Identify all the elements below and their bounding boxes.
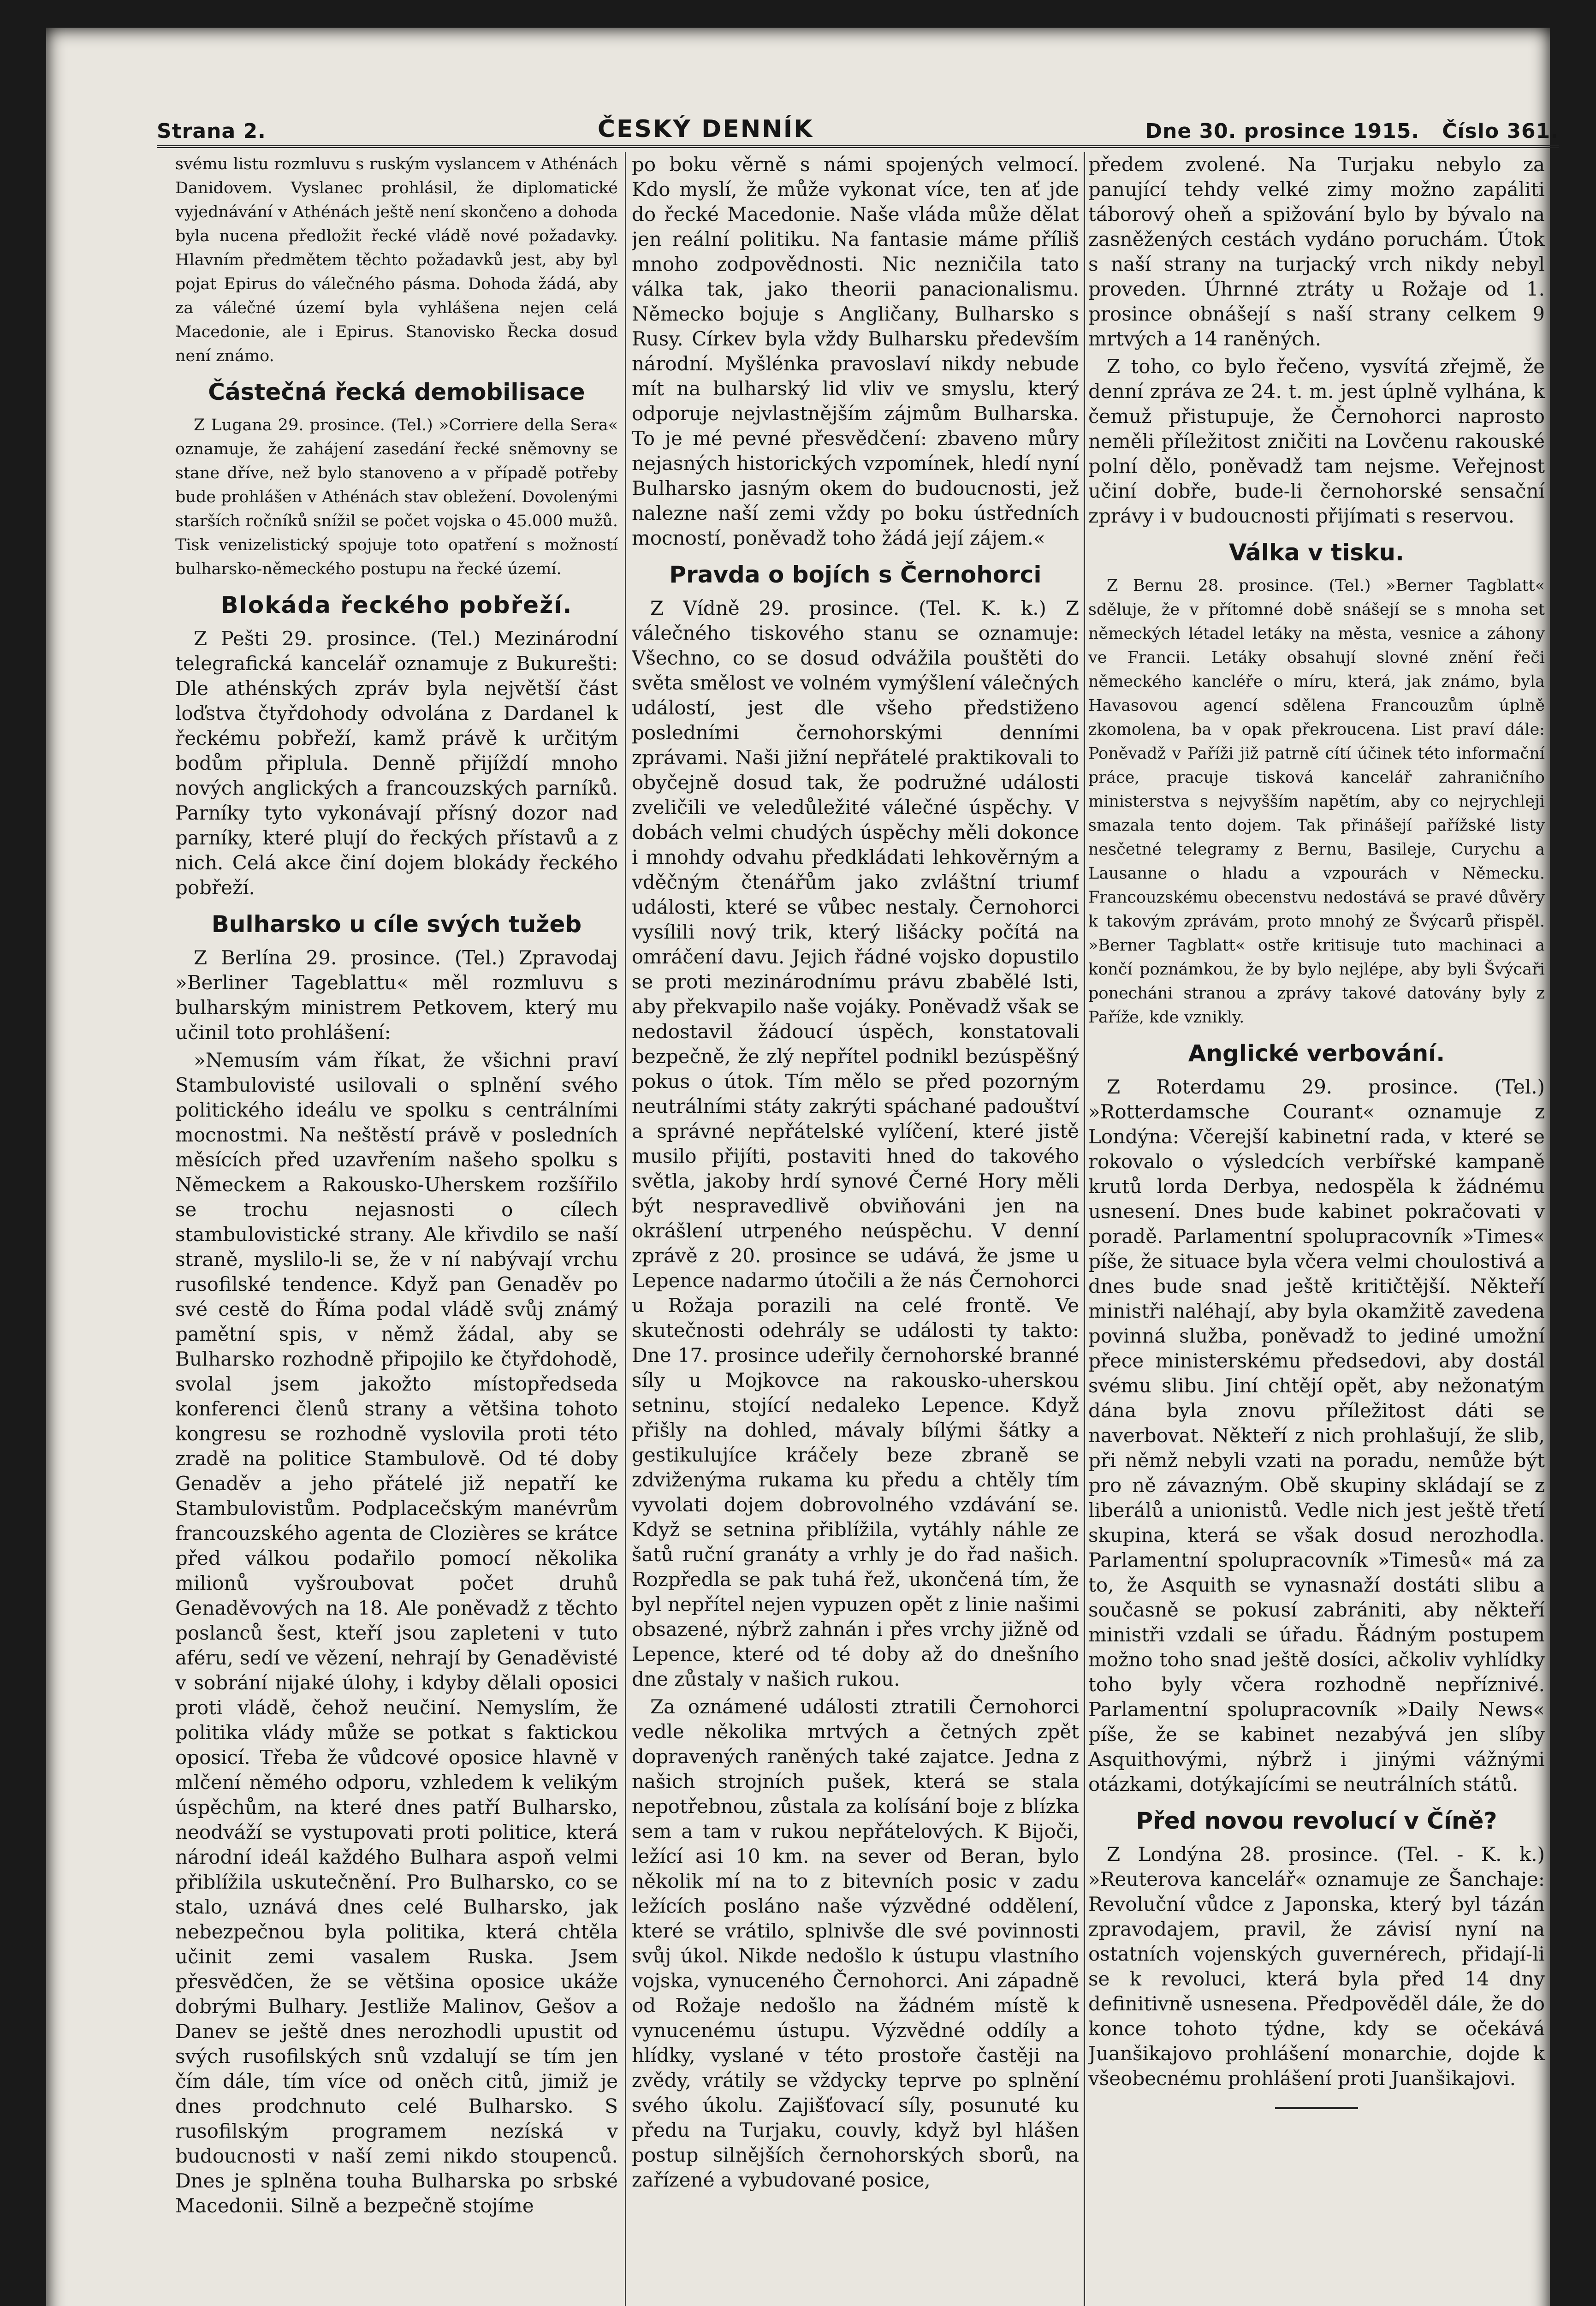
headline-china-revolution: Před novou revolucí v Číně?	[1136, 1807, 1497, 1834]
article-paragraph: Z Londýna 28. prosince. (Tel. - K. k.) »Reuterova kancelář« oznamuje ze Šanchaje: Revoluční vůdce z Japonska, který byl tázán zpravodajem, pravil, že závisí nyní na ostatních vojenských guvernérech, přidají-li se k revoluci, která byla před 14 dny definitivně usnesena. Předpověděl dále, že do konce tohoto týdne, kdy se očekává Juanšikajovo prohlášení monarchie, dojde k všeobecnému prohlášení proti Juanšikajovi.	[1088, 1843, 1545, 2090]
article-paragraph: Za oznámené události ztratili Černohorci vedle několika mrtvých a četných zpět dopravených raněných také zajatce. Jedna z našich strojních pušek, která se stala nepotřebnou, zůstala za kolísání boje z blízka sem a tam v rukou nepřátelových. K Bijoči, ležící asi 10 km. na sever od Beran, bylo několik mí na to z bitevních posic v zadu ležících posláno naše výzvědné oddělení, které se vrátilo, splnivše dle své povinnosti svůj úkol. Nikde nedošlo k ústupu vlastního vojska, vynuceného Černohorci. Ani západně od Rožaje nedošlo na žádném místě k vynucenému ústupu. Výzvědné oddíly a hlídky, vyslané v této prostoře častěji na zvědy, vrátily se vždycky teprve po splnění svého úkolu. Zajišťovací síly, posunuté ku předu na Turjaku, couvly, když byl hlášen postup silnějších černohorských sborů, na zařízené a vybudované posice,	[632, 1695, 1079, 2191]
column-middle	[632, 152, 1079, 2306]
page-number: Strana 2.	[157, 119, 266, 143]
issue-date: Dne 30. prosince 1915.	[1145, 119, 1420, 143]
issue-info	[1145, 119, 1559, 143]
column-divider	[1084, 152, 1085, 2306]
header-rule	[157, 145, 1559, 148]
article-continuation: předem zvolené. Na Turjaku nebylo za panující tehdy velké zimy možno zapáliti táborový oheň a spižování bylo by bývalo na zasněžených cestách vydáno poruchám. Útok s naší strany na turjacký vrch nikdy nebyl proveden. Úhrnné ztráty u Rožaje od 1. prosince obnášejí s naší strany celkem 9 mrtvých a 14 raněných.	[1088, 153, 1545, 350]
article-continuation: po boku věrně s námi spojených velmocí. Kdo myslí, že může vykonat více, ten ať jde do řecké Macedonie. Naše vláda může dělat jen reální politiku. Na fantasie máme příliš mnoho zodpovědnosti. Nic nezničila tato válka tak, jako theorii panacionalismu. Německo bojuje s Angličany, Bulharsko s Rusy. Církev byla vždy Bulharsku především národní. Myšlénka pravoslaví nikdy nebude mít na bulharský lid vliv ve smyslu, který odporuje nejvlastnějším zájmům Bulharska. To je mé pevné přesvědčení: zbaveno můry nejasných historických vzpomínek, hledí nyní Bulharsko jasným okem do budoucnosti, jež nalezne naší zemi vždy po boku ústředních mocností, poněvadž toho žádá její zájem.«	[632, 153, 1079, 549]
article-paragraph: Z Pešti 29. prosince. (Tel.) Mezinárodní telegrafická kancelář oznamuje z Bukurešti: Dle athénských zpráv byla největší část loďstva čtyřdohody odvolána z Dardanel k řeckému pobřeží, kamž právě k určitým bodům připlula. Denně přijíždí mnoho nových anglických a francouzských parníků. Parníky tyto vykonávají přísný dozor nad parníky, které plují do řeckých přístavů a z nich. Celá akce činí dojem blokády řeckého pobřeží.	[175, 627, 618, 899]
article-paragraph: Z Vídně 29. prosince. (Tel. K. k.) Z válečného tiskového stanu se oznamuje: Všechno, co se dosud odvážila pouštěti do světa smělost ve volném vymýšlení válečných událostí, jest dle všeho předstiženo posledními černohorskými denními zprávami. Naši jižní nepřátelé praktikovali to obyčejně dosud tak, že podružné události zveličili ve veledůležité válečné úspěchy. V dobách velmi chudých úspěchy měli dokonce i mnohdy odvahu předkládati lehkověrným a vděčným čtenářům jako zvláštní triumf události, které se vůbec nestaly. Černohorci vysílili nový trik, který lišácky počítá na omráčení davu. Jejich řádné vojsko dopustilo se proti mezinárodnímu právu zbabělé lsti, aby překvapilo naše vojáky. Poněvadž však se nedostavil žádoucí úspěch, konstatovali bezpečně, že zlý nepřítel podnikl bezúspěšný pokus o útok. Tím mělo se před pozorným neutrálními státy zakrýti spáchané padouštví a správné nepřátelské vylíčení, které jistě musilo přijíti, postaviti hned do takového světla, jakoby hrdí synové Černé Hory měli být nespravedlivě obviňováni jen na okrášlení utrpeného neúspěchu. V denní zprávě z 20. prosince se udává, že jsme u Lepence nadarmo útočili a že nás Černohorci u Rožaja porazili na celé frontě. Ve skutečnosti odehrály se události ty takto: Dne 17. prosince udeřily černohorské branné síly u Mojkovce na rakousko-uherskou setninu, stojící nedaleko Lepence. Když přišly na dohled, mávaly bílými šátky a gestikulujíce kráčely beze zbraně se zdviženýma rukama ku předu a chtěly tím vyvolati dojem dobrovolného vzdávání se. Když se setnina přiblížila, vytáhly náhle ze šatů ruční granáty a vrhly je do řad našich. Rozpředla se pak tuhá řež, ukončená tím, že byl nepřítel nejen vypuzen opět z linie našimi obsazené, nýbrž zahnán i přes vrchy jižně od Lepence, které od té doby až do dnešního dne zůstaly v našich rukou.	[632, 597, 1079, 1690]
article-paragraph: »Nemusím vám říkat, že všichni praví Stambulovisté usilovali o splnění svého politického ideálu ve spolku s centrálními mocnostmi. Na neštěstí právě v posledních měsících před uzavřením našeho spolku s Německem a Rakousko-Uherskem rozšířilo se trochu nejasnosti o cílech stambulovistické strany. Ale křivdilo se naší straně, myslilo-li se, že v ní nabývají vrchu rusofilské tendence. Když pan Genaděv po své cestě do Říma podal vládě svůj známý pamětní spis, v němž žádal, aby se Bulharsko rozhodně připojilo ke čtyřdohodě, svolal jsem jakožto místopředseda konferenci členů strany a většina tohoto kongresu se rozhodně vyslovila proti této zradě na politice Stambulově. Od té doby Genaděv a jeho přátelé již nepatří ke Stambulovistům. Podplacečským manévrům francouzského agenta de Clozières se krátce před válkou podařilo pomocí několika milionů vyšroubovat počet druhů Genaděvových na 18. Ale poněvadž z těchto poslanců šest, kteří jsou zapleteni v tuto aféru, sedí ve vězení, nehrají by Genaděvisté v sobrání nijaké úlohy, i kdyby dělali oposici proti vládě, čehož neučiní. Nemyslím, že politika vlády může se potkat s faktickou oposicí. Třeba že vůdcové oposice hlavně v mlčení němého odporu, vzhledem k velikým úspěchům, na které dnes patří Bulharsko, neodváží se vystupovati proti politice, která národní ideál každého Bulhara aspoň velmi přiblížila uskutečnění. Pro Bulharsko, co se stalo, uznává dnes celé Bulharsko, jak nebezpečnou byla politika, která chtěla učinit zemi vasalem Ruska. Jsem přesvědčen, že se většina oposice ukáže dobrými Bulhary. Jestliže Malinov, Gešov a Danev se ještě dnes nerozhodli upustit od svých rusofilských snů vzdalují se tím jen čím dále, tím více od oněch citů, jimiž je dnes prodchnuto celé Bulharsko. S rusofilským programem nezíská v budoucnosti v naší zemi nikdo stoupenců. Dnes je splněna touha Bulharska po srbské Macedonii. Silně a bezpečně stojíme	[175, 1049, 618, 2217]
headline-greek-demobilisation: Částečná řecká demobilisace	[208, 379, 585, 405]
article-continuation: svému listu rozmluvu s ruským vyslancem v Athénách Danidovem. Vyslanec prohlásil, že diplomatické vyjednávání v Athénách ještě není skončeno a dohoda byla nucena předložit řecké vládě nové požadavky. Hlavním předmětem těchto požadavků jest, aby byl pojat Epirus do válečného pásma. Dohoda žádá, aby za válečné území byla vyhlášena nejen celá Macedonie, ale i Epirus. Stanovisko Řecka dosud není známo.	[175, 155, 618, 365]
end-rule	[1275, 2107, 1358, 2109]
column-right	[1088, 152, 1545, 2306]
article-paragraph: Z Berlína 29. prosince. (Tel.) Zpravodaj »Berliner Tageblattu« měl rozmluvu s bulharským ministrem Petkovem, který mu učinil toto prohlášení:	[175, 946, 618, 1044]
newspaper-title: ČESKÝ DENNÍK	[597, 115, 814, 143]
headline-greek-blockade: Blokáda řeckého pobřeží.	[220, 592, 573, 618]
article-paragraph: Z Lugana 29. prosince. (Tel.) »Corriere della Sera« oznamuje, že zahájení zasedání řecké sněmovny se stane dříve, než bylo stanoveno a v případě potřeby bude prohlášen v Athénách stav obležení. Dovolenými starších ročníků snížil se počet vojska o 45.000 mužů. Tisk venizelistický spojuje toto opatření s možností bulharsko-německého postupu na řecké území.	[175, 416, 618, 578]
article-paragraph: Z Bernu 28. prosince. (Tel.) »Berner Tagblatt« sděluje, že v přítomné době snášejí se s mnoha set německých létadel letáky na města, vesnice a záhony ve Francii. Letáky obsahují slovné znění řeči německého kancléře o míru, která, jak známo, byla Havasovou agencí sdělena Francouzům úplně zkomolena, ba v opak překroucena. List praví dále: Poněvadž v Paříži již patrně cítí účinek této informační práce, pracuje tisková kancelář zahraničního ministerstva s nejvyšším napětím, aby co nejrychleji smazala tento dojem. Tak přinášejí pařížské listy nesčetné telegramy z Bernu, Basileje, Curychu a Lausanne o hladu a vzpourách v Německu. Francouzskému obecenstvu nedostává se pravé důvěry k takovým zprávám, proto mnohý ze Švýcarů přispěl. »Berner Tagblatt« ostře kritisuje tuto machinaci a končí poznámkou, že by bylo nejlépe, aby byli Švýcaři ponecháni stranou a zprávy takové datovány byly z Paříže, kde vznikly.	[1088, 576, 1545, 1027]
article-paragraph: Z toho, co bylo řečeno, vysvítá zřejmě, že denní zpráva ze 24. t. m. jest úplně vylhána, k čemuž přistupuje, že Černohorci naprosto neměli příležitost zničiti na Lovčenu rakouské polní dělo, poněvadž tam nejsme. Veřejnost učiní dobře, bude-li černohorské sensační zprávy i v budoucnosti přijímati s reservou.	[1088, 355, 1545, 527]
headline-montenegro: Pravda o bojích s Černohorci	[669, 561, 1042, 588]
page-header	[157, 107, 1559, 143]
headline-press-war: Válka v tisku.	[1229, 539, 1404, 566]
issue-number: Číslo 361.	[1442, 119, 1559, 143]
column-divider	[625, 152, 626, 2306]
headline-bulgaria: Bulharsko u cíle svých tužeb	[211, 911, 582, 938]
column-left	[175, 152, 618, 2306]
article-paragraph: Z Roterdamu 29. prosince. (Tel.) »Rotterdamsche Courant« oznamuje z Londýna: Včerejší kabinetní rada, v které se rokovalo o výsledcích verbířské kampaně krutů lorda Derbya, nedospěla k žádnému usnesení. Dnes bude kabinet pokračovati v poradě. Parlamentní spolupracovník »Times« píše, že situace byla včera velmi choulostivá a dnes bude snad ještě kritičtější. Někteří ministři naléhají, aby byla okamžitě zavedena povinná služba, poněvadž to jediné umožní přece ministerskému předsedovi, aby dostál svému slibu. Jiní chtějí opět, aby nežonatým dána byla znovu příležitost dáti se naverbovat. Někteří z nich prohlašují, že slib, při němž nebyli vzati na poradu, nemůže být pro ně závazným. Obě skupiny skládají se z liberálů a unionistů. Vedle nich jest ještě třetí skupina, která se však dosud nerozhodla. Parlamentní spolupracovník »Timesů« má za to, že Asquith se vynasnaží dostáti slibu a současně se pokusí zabrániti, aby někteří ministři vzdali se úřadu. Řádným postupem možno toho snad ještě dosíci, ačkoliv vyhlídky toho byly včera rozhodně nepříznivé. Parlamentní spolupracovník »Daily News« píše, že se kabinet nezabývá jen slíby Asquithovými, nýbrž i jinými vážnými otázkami, dotýkajícími se neutrálních států.	[1088, 1076, 1545, 1795]
headline-english-recruitment: Anglické verbování.	[1188, 1040, 1445, 1067]
